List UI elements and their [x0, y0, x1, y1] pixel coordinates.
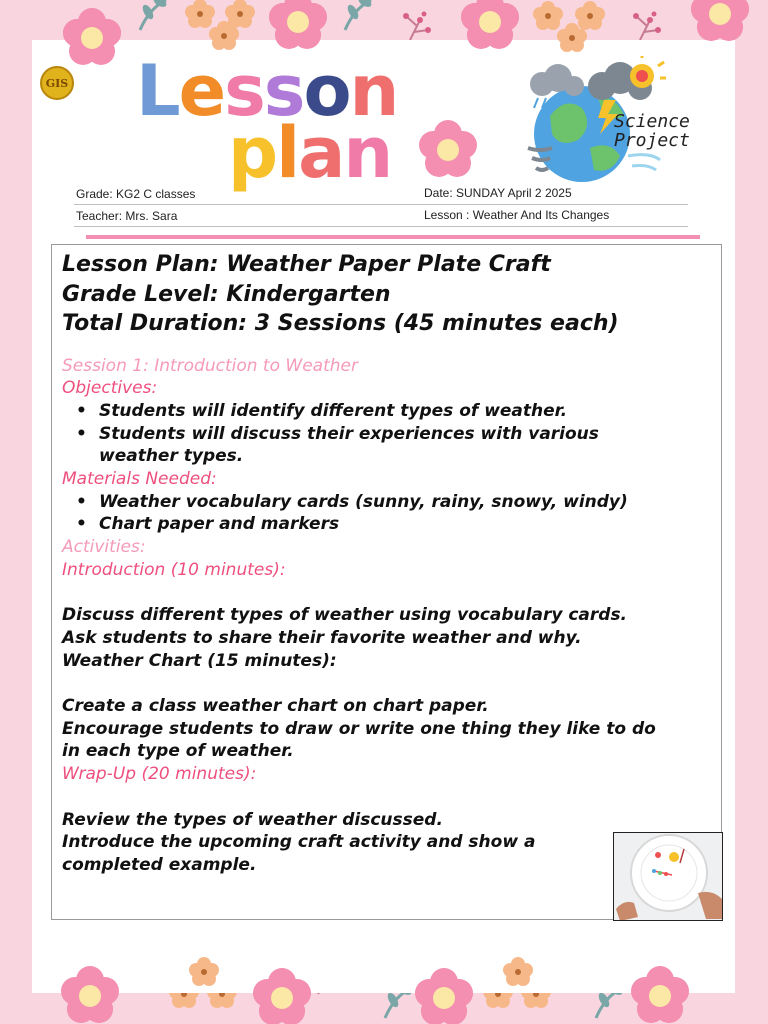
paragraph-line: Review the types of weather discussed.: [62, 809, 443, 830]
list-item: • Weather vocabulary cards (sunny, rainy, snowy, windy): [62, 491, 672, 514]
grade-level: Grade Level: Kindergarten: [62, 281, 391, 307]
pink-divider-bar: [86, 235, 700, 239]
list-item: • Students will identify different types of weather.: [62, 400, 672, 423]
title-letter: n: [343, 112, 392, 194]
paragraph-line: Encourage students to draw or write one thing they like to do in each type of weather.: [62, 718, 656, 762]
title-letter: s: [263, 50, 304, 132]
paper-plate-craft-photo: [613, 832, 723, 921]
grade-label: Grade: KG2 C classes: [76, 187, 196, 201]
list-item: • Students will discuss their experiences with various weather types.: [62, 423, 672, 468]
lesson-label: Lesson : Weather And Its Changes: [424, 208, 610, 222]
divider: [74, 204, 688, 205]
school-logo: [40, 66, 74, 100]
materials-list: [62, 491, 672, 536]
teacher-label: Teacher: Mrs. Sara: [76, 209, 178, 223]
title-letter: e: [178, 50, 225, 132]
paragraph-line: Discuss different types of weather using vocabulary cards.: [62, 605, 628, 626]
divider: [74, 226, 688, 227]
title-plan: [228, 112, 392, 194]
session-title: Session 1: Introduction to Weather: [62, 355, 358, 376]
title-letter: n: [349, 50, 398, 132]
title-letter: p: [228, 112, 277, 194]
title-letter: s: [224, 50, 264, 132]
project-word: Project: [614, 130, 690, 151]
objectives-heading: Objectives:: [62, 378, 158, 399]
title-letter: o: [303, 50, 350, 132]
materials-heading: Materials Needed:: [62, 469, 217, 490]
wrap-up-heading: Wrap-Up (20 minutes):: [62, 764, 257, 785]
science-word: Science: [614, 111, 690, 132]
paragraph-line: Ask students to share their favorite weather and why.: [62, 627, 582, 648]
paragraph-line: Create a class weather chart on chart paper.: [62, 696, 489, 717]
science-project-label: [614, 112, 690, 150]
lesson-content: [62, 250, 672, 877]
list-item: • Chart paper and markers: [62, 513, 672, 536]
plan-title: Lesson Plan: Weather Paper Plate Craft: [62, 252, 551, 277]
date-label: Date: SUNDAY April 2 2025: [424, 186, 572, 200]
total-duration: Total Duration: 3 Sessions (45 minutes each): [62, 311, 619, 336]
weather-chart-heading: Weather Chart (15 minutes):: [62, 650, 337, 671]
title-letter: l: [276, 112, 299, 194]
title-letter: a: [298, 112, 344, 194]
paragraph-line: Introduce the upcoming craft activity and show a completed example.: [62, 832, 536, 875]
objectives-list: [62, 400, 672, 468]
logo-text: GIS: [45, 76, 69, 90]
introduction-heading: Introduction (10 minutes):: [62, 559, 286, 580]
activities-heading: Activities:: [62, 537, 146, 558]
title-letter: L: [136, 50, 179, 132]
